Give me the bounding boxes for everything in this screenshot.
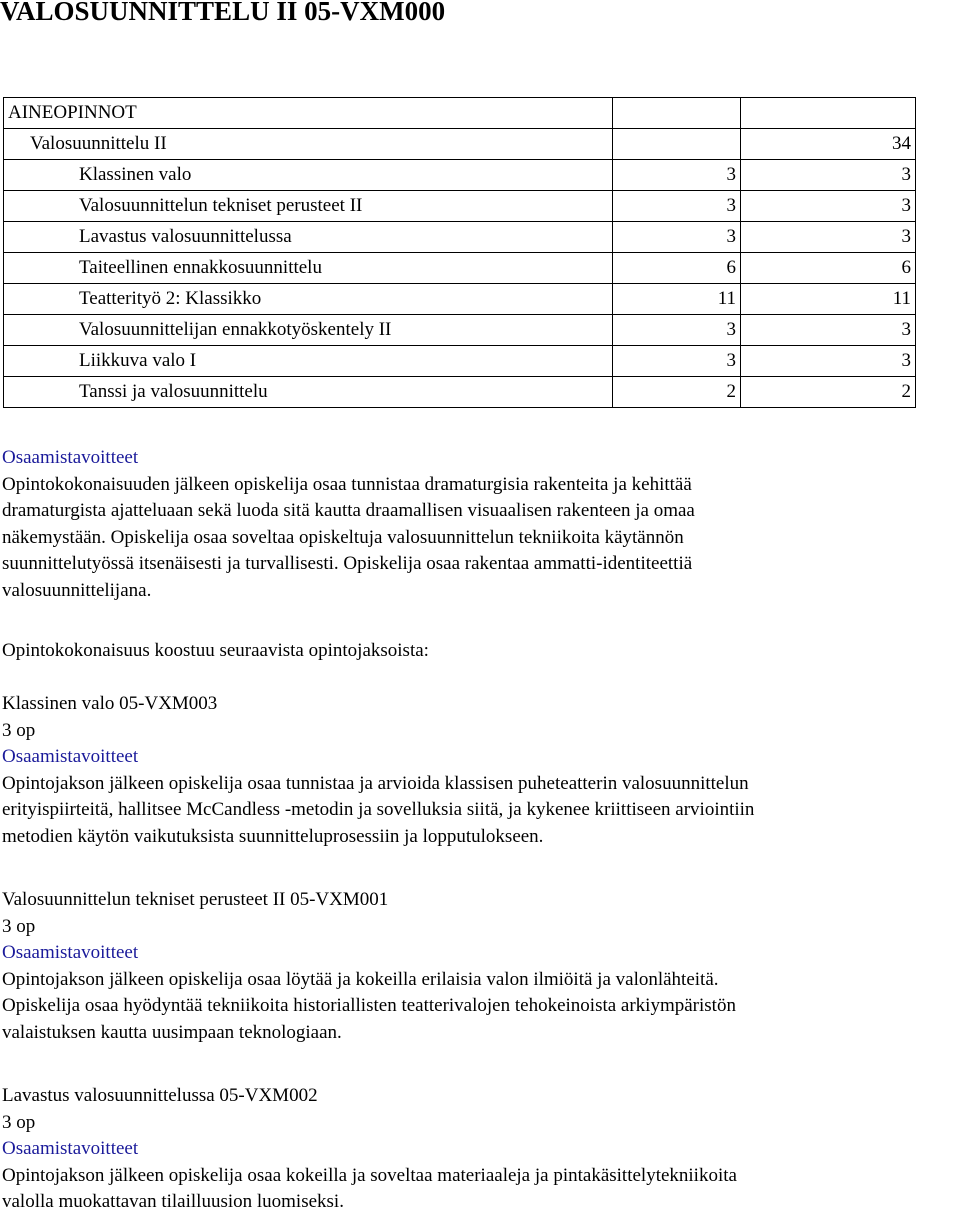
table-cell xyxy=(741,98,916,129)
learning-outcomes-label: Osaamistavoitteet xyxy=(2,1138,139,1159)
table-row xyxy=(4,315,916,346)
table-row xyxy=(4,346,916,377)
course-credits-b: 6 xyxy=(741,253,916,284)
course-credits-b: 3 xyxy=(741,191,916,222)
course-name: Valosuunnittelun tekniset perusteet II xyxy=(4,191,613,222)
course-credits-b: 2 xyxy=(741,377,916,408)
intro-line: Opintokokonaisuuden jälkeen opiskelija osaa tunnistaa dramaturgisia rakenteita ja kehittää xyxy=(2,473,692,495)
course-line: valolla muokattavan tilailluusion luomiseksi. xyxy=(2,1191,344,1212)
course-title: Valosuunnittelun tekniset perusteet II 05-VXM001 xyxy=(2,889,389,910)
course-credits-a: 3 xyxy=(613,160,741,191)
course-line: Opintojakson jälkeen opiskelija osaa löytää ja kokeilla erilaisia valon ilmiöitä ja valonlähteitä. xyxy=(2,968,719,990)
course-credits-a: 3 xyxy=(613,315,741,346)
course-line: Opintojakson jälkeen opiskelija osaa tunnistaa ja arvioida klassisen puheteatterin valosuunnittelun xyxy=(2,772,749,794)
table-row-group xyxy=(4,129,916,160)
intro-line: valosuunnittelijana. xyxy=(2,579,152,601)
course-name: Lavastus valosuunnittelussa xyxy=(4,222,613,253)
table-row xyxy=(4,377,916,408)
table-row xyxy=(4,222,916,253)
course-name: Teatterityö 2: Klassikko xyxy=(4,284,613,315)
course-credits-a: 11 xyxy=(613,284,741,315)
course-block-classical-light xyxy=(2,691,754,850)
course-line: Opiskelija osaa hyödyntää tekniikoita historiallisten teatterivalojen tehokeinoista arkiympäristön xyxy=(2,995,736,1016)
course-credits: 3 op xyxy=(2,1111,36,1133)
table-row xyxy=(4,160,916,191)
course-credits-a: 3 xyxy=(613,222,741,253)
course-line: metodien käytön vaikutuksista suunnitteluprosessiin ja lopputulokseen. xyxy=(2,825,544,847)
group-total: 34 xyxy=(741,129,916,160)
course-name: Tanssi ja valosuunnittelu xyxy=(4,377,613,408)
course-credits-b: 3 xyxy=(741,222,916,253)
course-table xyxy=(3,97,916,408)
course-line: valaistuksen kautta uusimpaan teknologiaan. xyxy=(2,1021,342,1043)
table-row-section xyxy=(4,98,916,129)
course-credits-b: 3 xyxy=(741,315,916,346)
learning-outcomes-label: Osaamistavoitteet xyxy=(2,942,139,963)
page-title: VALOSUUNNITTELU II 05-VXM000 xyxy=(0,0,446,26)
composition-note: Opintokokonaisuus koostuu seuraavista opintojaksoista: xyxy=(2,640,429,661)
intro-line: dramaturgista ajatteluaan sekä luoda sitä kautta draamallisen visuaalisen rakenteen ja omaa xyxy=(2,500,695,521)
learning-outcomes-label: Osaamistavoitteet xyxy=(2,746,139,767)
course-credits: 3 op xyxy=(2,915,36,937)
group-name: Valosuunnittelu II xyxy=(4,129,613,160)
course-credits-a: 2 xyxy=(613,377,741,408)
intro-section xyxy=(2,445,695,604)
course-title: Klassinen valo 05-VXM003 xyxy=(2,693,218,714)
intro-line: näkemystään. Opiskelija osaa soveltaa opiskeltuja valosuunnittelun tekniikoita käytännön xyxy=(2,526,684,548)
course-name: Liikkuva valo I xyxy=(4,346,613,377)
course-name: Taiteellinen ennakkosuunnittelu xyxy=(4,253,613,284)
course-credits-a: 3 xyxy=(613,191,741,222)
course-credits-a: 3 xyxy=(613,346,741,377)
course-credits-b: 3 xyxy=(741,160,916,191)
section-header: AINEOPINNOT xyxy=(4,98,613,129)
course-credits-b: 11 xyxy=(741,284,916,315)
course-title: Lavastus valosuunnittelussa 05-VXM002 xyxy=(2,1085,318,1106)
table-row xyxy=(4,284,916,315)
course-block-technical-basics xyxy=(2,887,736,1046)
course-name: Valosuunnittelijan ennakkotyöskentely II xyxy=(4,315,613,346)
learning-outcomes-label: Osaamistavoitteet xyxy=(2,447,139,468)
course-block-set-design xyxy=(2,1083,737,1216)
course-credits-a: 6 xyxy=(613,253,741,284)
table-cell xyxy=(613,98,741,129)
course-credits: 3 op xyxy=(2,719,36,741)
course-name: Klassinen valo xyxy=(4,160,613,191)
course-credits-b: 3 xyxy=(741,346,916,377)
table-row xyxy=(4,191,916,222)
course-line: Opintojakson jälkeen opiskelija osaa kokeilla ja soveltaa materiaaleja ja pintakäsittelytekniikoita xyxy=(2,1164,737,1186)
table-cell xyxy=(613,129,741,160)
table-row xyxy=(4,253,916,284)
course-line: erityispiirteitä, hallitsee McCandless -metodin ja sovelluksia siitä, ja kykenee kriittiseen arviointiin xyxy=(2,799,755,820)
intro-line: suunnittelutyössä itsenäisesti ja turvallisesti. Opiskelija osaa rakentaa ammatti-identiteettiä xyxy=(2,553,693,574)
